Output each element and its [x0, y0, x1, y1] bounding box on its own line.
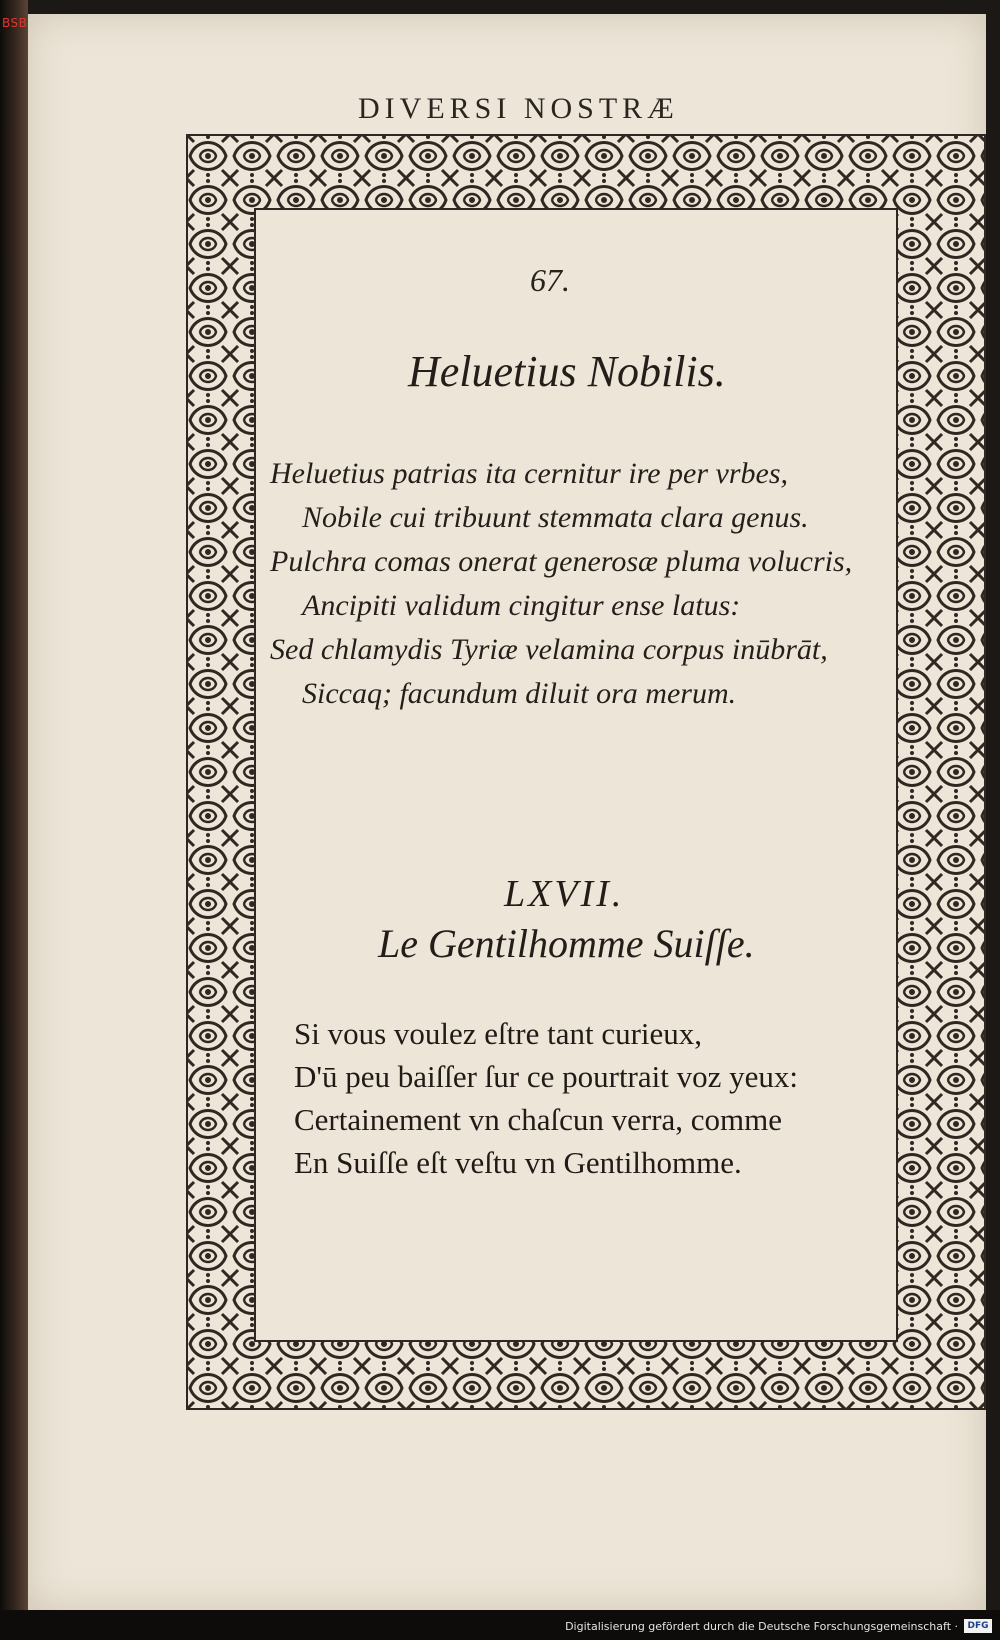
verse-line: D'ū peu baiſſer ſur ce pourtrait voz yeux: — [294, 1059, 798, 1094]
running-head: DIVERSI NOSTRÆ — [358, 92, 679, 125]
latin-verse — [270, 452, 852, 716]
verse-line: Sed chlamydis Tyriæ velamina corpus inūbrāt, — [270, 633, 828, 666]
verse-line: Heluetius patrias ita cernitur ire per vrbes, — [270, 457, 788, 490]
verse-line: Ancipiti validum cingitur ense latus: — [302, 589, 741, 622]
dfg-logo-icon: DFG — [964, 1619, 992, 1633]
footer-credit: Digitalisierung gefördert durch die Deutsche Forschungsgemeinschaft · — [565, 1620, 958, 1633]
verse-line: Nobile cui tribuunt stemmata clara genus. — [302, 501, 809, 534]
ornamental-border — [186, 134, 986, 1410]
french-title: Le Gentilhomme Suiſſe. — [378, 921, 755, 966]
verse-line: Pulchra comas onerat generosæ pluma volucris, — [270, 545, 853, 578]
verse-line: Certainement vn chaſcun verra, comme — [294, 1102, 783, 1137]
verse-line: Siccaq; facundum diluit ora merum. — [302, 677, 737, 710]
french-verse — [294, 1012, 798, 1184]
roman-numeral: LXVII. — [504, 873, 625, 915]
ornamental-border-icon — [186, 134, 986, 1410]
verse-line: Si vous voulez eſtre tant curieux, — [294, 1016, 703, 1051]
book-spine — [0, 0, 28, 1640]
entry-number: 67. — [530, 262, 570, 298]
verse-line: En Suiſſe eſt veſtu vn Gentilhomme. — [294, 1145, 742, 1180]
library-mark: BSB — [2, 16, 28, 30]
latin-title: Heluetius Nobilis. — [408, 347, 726, 396]
